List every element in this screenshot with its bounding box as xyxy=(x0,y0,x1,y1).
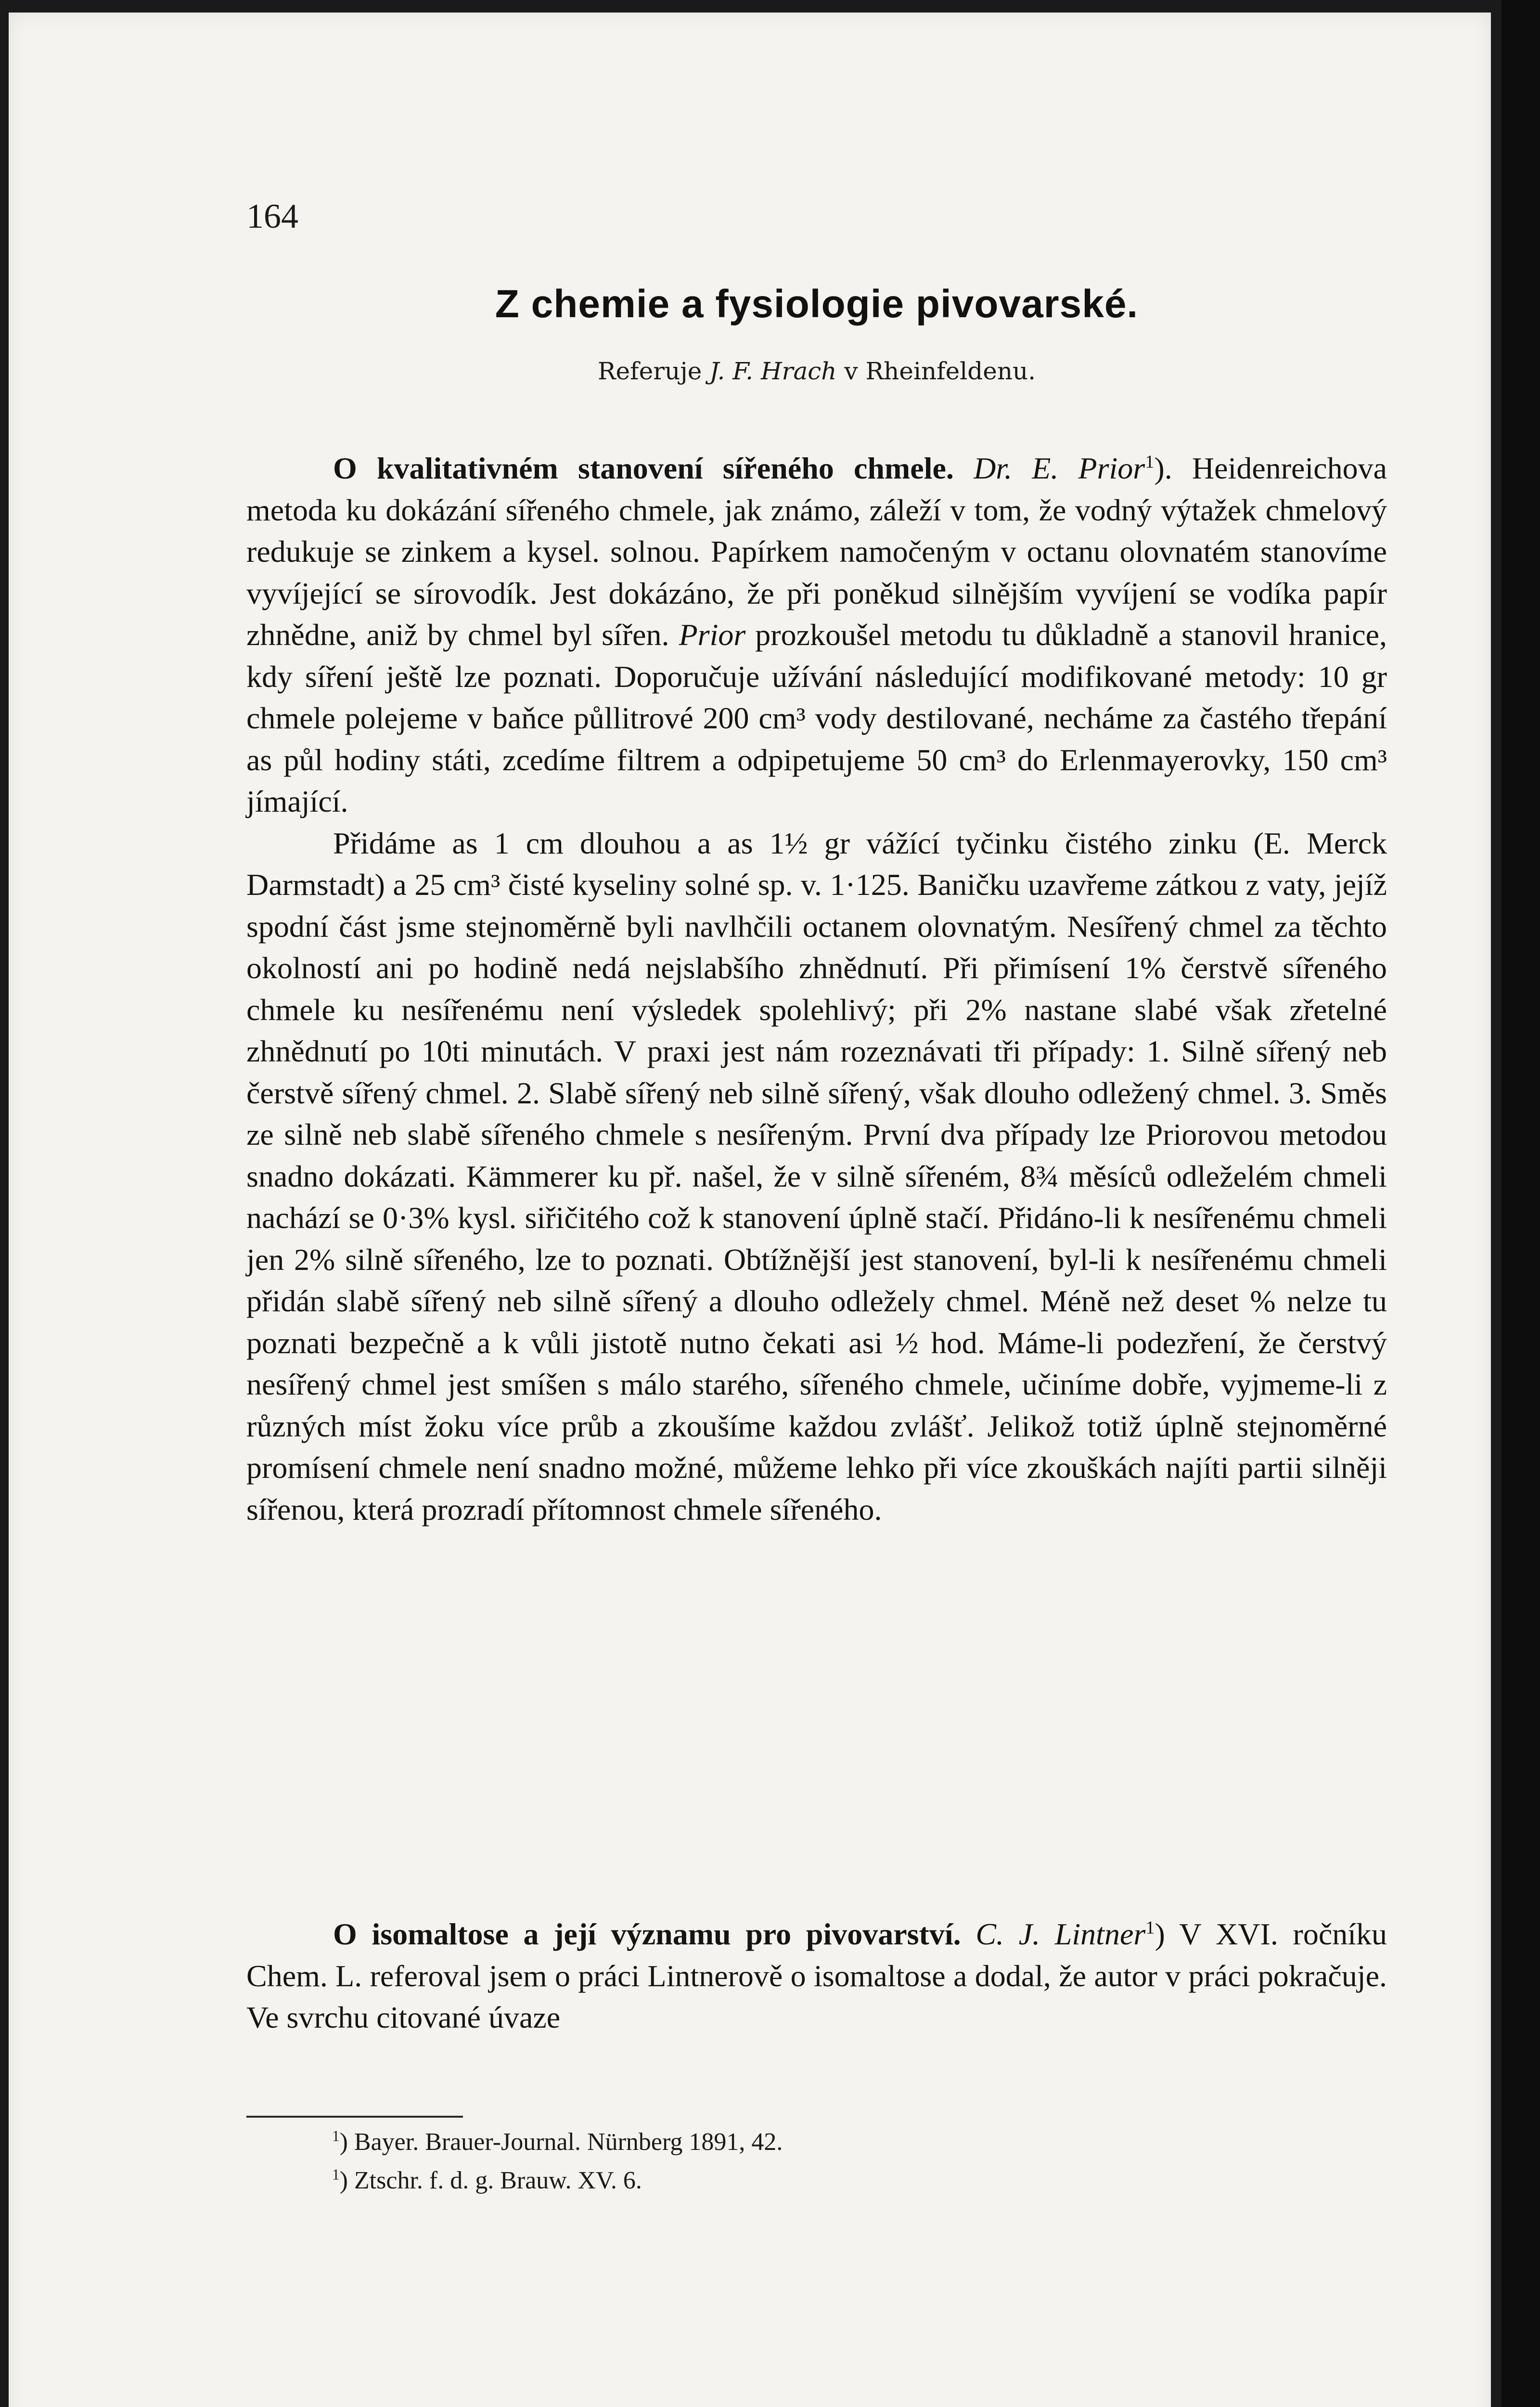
article-2-heading: O isomaltose a její významu pro pivovarství. xyxy=(333,1917,961,1951)
referee-name: J. F. Hrach xyxy=(709,357,837,385)
article-1-paragraph-1: O kvalitativném stanovení sířeného chmele. Dr. E. Prior$^1$). Heidenreichova metoda ku dokázání sířeného chmele, jak známo, záleží v tom, že vodný výtažek chmelový redukuje se zinkem a kysel. solnou. Papírkem namočeným v octanu olovnatém stanovíme vyvíjející se sírovodík. Jest dokázáno, že při poněkud silnějším vyvíjení se vodíka papír zhnědne, aniž by chmel byl sířen. Prior prozkoušel metodu tu důkladně a stanovil hranice, kdy síření ještě lze poznati. Doporučuje užívání následující modifikované metody: 10 gr chmele polejeme v baňce půllitrové 200 cm³ vody destilované, necháme za častého třepání as půl hodiny státi, zcedíme filtrem a odpipetujeme 50 cm³ do Erlenmayerovky, 150 cm³ jímající. xyxy=(246,451,1387,818)
footnote-1-text: Bayer. Brauer-Journal. Nürnberg 1891, 42. xyxy=(354,2128,783,2156)
article-2 xyxy=(246,1914,1387,2039)
referee-prefix: Referuje xyxy=(597,357,702,385)
scan-edge xyxy=(1502,0,1540,2407)
article-1-footnote-mark: 1 xyxy=(1145,452,1155,472)
article-2-text: V XVI. ročníku Chem. L. referoval jsem o práci Lintnerově o isomaltose a dodal, že autor v práci pokračuje. Ve svrchu citované úvaze xyxy=(246,1917,1387,2034)
article-1-text-a: Heidenreichova metoda ku dokázání sířeného chmele, jak známo, záleží v tom, že vodný výtažek chmelový redukuje se zinkem a kysel. solnou. Papírkem namočeným v octanu olovnatém stanovíme vyvíjející se sírovodík. Jest dokázáno, že při poněkud silnějším vyvíjení se vodíka papír zhnědne, aniž by chmel byl sířen. xyxy=(246,451,1387,652)
section-title: Z chemie a fysiologie pivovarské. xyxy=(495,282,1139,326)
article-2-author: C. J. Lintner xyxy=(975,1917,1146,1951)
article-1-text-b: prozkoušel metodu tu důkladně a stanovil hranice, kdy síření ještě lze poznati. Doporučuje užívání následující modifikované metody: 10 gr chmele polejeme v baňce půllitrové 200 cm³ vody destilované, necháme za častého třepání as půl hodiny státi, zcedíme filtrem a odpipetujeme 50 cm³ do Erlenmayerovky, 150 cm³ jímající. xyxy=(246,618,1387,818)
footnote-1-mark: 1 xyxy=(332,2127,340,2145)
footnote-rule xyxy=(246,2116,463,2118)
footnote-2-mark: 1 xyxy=(332,2166,340,2183)
article-1-author: Dr. E. Prior xyxy=(974,451,1145,485)
article-2-footnote-mark: 1 xyxy=(1145,1917,1155,1938)
article-2-paragraph: O isomaltose a její významu pro pivovarství. C. J. Lintner$^1$) V XVI. ročníku Chem. L. referoval jsem o práci Lintnerově o isomaltose a dodal, že autor v práci pokračuje. Ve svrchu citované úvaze xyxy=(246,1917,1387,2034)
article-1-heading: O kvalitativném stanovení sířeného chmele. xyxy=(333,451,954,485)
page-number: 164 xyxy=(246,197,298,235)
article-1 xyxy=(246,448,1387,1530)
article-1-prior: Prior xyxy=(679,618,746,652)
referee-suffix: v Rheinfeldenu. xyxy=(844,357,1036,385)
article-1-paragraph-2: Přidáme as 1 cm dlouhou a as 1½ gr vážící tyčinku čistého zinku (E. Merck Darmstadt) a 25 cm³ čisté kyseliny solné sp. v. 1·125. Baničku uzavřeme zátkou z vaty, jejíž spodní část jsme stejnoměrně byli navlhčili octanem olovnatým. Nesířený chmel za těchto okolností ani po hodině nedá nejslabšího zhnědnutí. Při přimísení 1% čerstvě sířeného chmele ku nesířenému není výsledek spolehlivý; při 2% nastane slabé však zřetelné zhnědnutí po 10ti minutách. V praxi jest nám rozeznávati tři případy: 1. Silně sířený neb čerstvě sířený chmel. 2. Slabě sířený neb silně sířený, však dlouho odležený chmel. 3. Směs ze silně neb slabě sířeného chmele s nesířeným. První dva případy lze Priorovou metodou snadno dokázati. Kämmerer ku př. našel, že v silně sířeném, 8¾ měsíců odleželém chmeli nachází se 0·3% kysl. siřičitého což k stanovení úplně stačí. Přidáno-li k nesířenému chmeli jen 2% silně sířeného, lze to poznati. Obtížnější jest stanovení, byl-li k nesířenému chmeli přidán slabě sířený neb silně sířený a dlouho odležely chmel. Méně než deset % nelze tu poznati bezpečně a k vůli jistotě nutno čekati asi ½ hod. Máme-li podezření, že čerstvý nesířený chmel jest smíšen s málo starého, sířeného chmele, učiníme dobře, vyjmeme-li z různých míst žoku více průb a zkoušíme každou zvlášť. Jelikož totiž úplně stejnoměrné promísení chmele není snadno možné, můžeme lehko při více zkouškách najíti partii silněji sířenou, která prozradí přítomnost chmele sířeného. xyxy=(246,826,1387,1527)
footnote-1: $^1$) Bayer. Brauer-Journal. Nürnberg 1891, 42. xyxy=(332,2127,783,2156)
referee-line xyxy=(246,357,1387,385)
footnote-2: $^1$) Ztschr. f. d. g. Brauw. XV. 6. xyxy=(332,2166,642,2194)
footnote-2-text: Ztschr. f. d. g. Brauw. XV. 6. xyxy=(354,2167,642,2194)
